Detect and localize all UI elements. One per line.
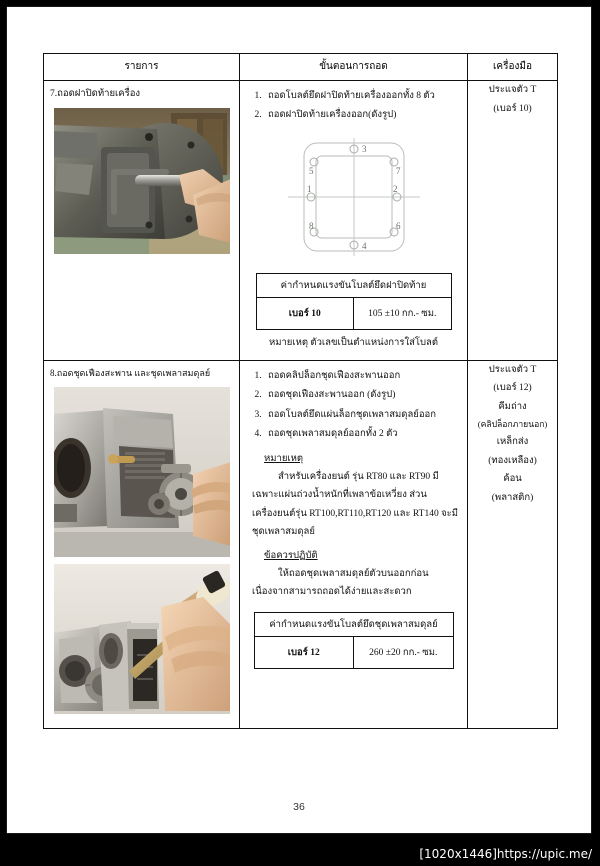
row8-note1-body: สำหรับเครื่องยนต์ รุ่น RT80 และ RT90 มีเฉพาะแผ่นถ่วงน้ำหนักที่เพลาข้อเหวี่ยง ส่วนเครื่องยนต์รุ่น RT100,RT110,RT120 และ RT140 จะมีชุดเพลาสมดุลย์ (252, 471, 459, 538)
row8-tool-6: (ทองเหลือง) (488, 455, 537, 466)
row8-photo-area (50, 386, 233, 715)
row7-steps (246, 87, 461, 126)
bolt-label-7: 7 (395, 165, 400, 176)
row7-tool-2: (เบอร์ 10) (493, 103, 532, 114)
row7-photo-area (50, 107, 233, 255)
row8-torque-value: 260 ±20 กก.- ซม. (354, 637, 454, 669)
bolt-label-8: 8 (308, 220, 313, 231)
row7-torque-value-row (256, 297, 451, 329)
header-tools: เครื่องมือ (468, 54, 558, 81)
row7-torque-table (256, 273, 452, 330)
row7-torque-value: 105 ±10 กก.- ซม. (354, 297, 452, 329)
row8-note2-body: ให้ถอดชุดเพลาสมดุลย์ตัวบนออกก่อน เนื่องจากสามารถถอดได้ง่ายและสะดวก (252, 568, 429, 598)
bolt-label-6: 6 (395, 220, 400, 231)
row8-item-cell (44, 360, 240, 729)
row8-tool-4: (คลิปล็อกภายนอก) (477, 419, 548, 430)
table-body (44, 81, 558, 729)
row8-torque-table (254, 612, 454, 669)
row7-step-2: 2. ถอดฝาปิดท้ายเครื่องออก(ดังรูป) (264, 106, 461, 125)
row8-torque-title: ค่ากำหนดแรงขันโบลต์ยึดชุดเพลาสมดุลย์ (254, 613, 453, 637)
document-body (43, 53, 557, 729)
row8-step-2: 2. ถอดชุดเฟืองสะพานออก (ดังรูป) (264, 386, 461, 405)
row7-tool-1: ประแจตัว T (488, 85, 537, 95)
bolt-label-1: 1 (306, 183, 311, 194)
row7-tools-cell (468, 81, 558, 361)
row8-torque-value-row (254, 637, 453, 669)
row7-torque-title-row (256, 273, 451, 297)
table-header (44, 54, 558, 81)
bolt-label-5: 5 (308, 165, 313, 176)
row7-item-label: 7.ถอดฝาปิดท้ายเครื่อง (50, 89, 141, 99)
row8-torque-title-row (254, 613, 453, 637)
table-row (44, 360, 558, 729)
row7-torque-note: หมายเหตุ ตัวเลขเป็นตำแหน่งการใส่โบลต์ (268, 337, 439, 348)
row8-steps (246, 367, 461, 445)
row7-item-cell (44, 81, 240, 361)
engine-rear-cover-t-wrench-photo (53, 107, 231, 255)
row8-step-1: 1. ถอดคลิปล็อกชุดเฟืองสะพานออก (264, 367, 461, 386)
row8-tool-8: (พลาสติก) (491, 492, 534, 503)
row7-diagram-area (246, 136, 461, 263)
header-item: รายการ (44, 54, 240, 81)
bolt-label-4: 4 (361, 240, 366, 251)
engine-balancer-gear-set-photo (53, 386, 231, 558)
row7-step-1: 1. ถอดโบลต์ยึดฝาปิดท้ายเครื่องออกทั้ง 8 ตัว (264, 87, 461, 106)
table-header-row (44, 54, 558, 81)
row8-torque-key: เบอร์ 12 (254, 637, 354, 669)
row8-note2-head: ข้อควรปฏิบัติ (264, 550, 318, 561)
row8-tool-2: (เบอร์ 12) (493, 383, 532, 394)
row8-tool-7: ค้อน (503, 474, 522, 485)
row8-item-label: 8.ถอดชุดเฟืองสะพาน และชุดเพลาสมดุลย์ (50, 367, 211, 378)
row8-procedure-cell (240, 360, 468, 729)
bolt-label-2: 2 (392, 183, 397, 194)
row8-note1-head: หมายเหตุ (264, 453, 304, 464)
header-procedure: ขั้นตอนการถอด (240, 54, 468, 81)
row8-step-4: 4. ถอดชุดเพลาสมดุลย์ออกทั้ง 2 ตัว (264, 425, 461, 444)
watermark-label: [1020x1446]https://upic.me/ (409, 842, 600, 866)
brass-drift-hammer-photo (53, 563, 231, 715)
row8-tool-5: เหล็กส่ง (496, 437, 529, 448)
bolt-pattern-diagram (270, 136, 438, 258)
document-page (6, 6, 592, 834)
row8-tool-1: ประแจตัว T (488, 364, 537, 375)
row8-tool-3: คีมถ่าง (498, 401, 527, 412)
procedure-table (43, 53, 558, 729)
page-number: 36 (293, 801, 305, 813)
row8-step-3: 3. ถอดโบลต์ยึดแผ่นล็อกชุดเพลาสมดุลย์ออก (264, 406, 461, 425)
bolt-label-3: 3 (361, 143, 366, 154)
row8-tools-cell (468, 360, 558, 729)
table-row (44, 81, 558, 361)
row7-procedure-cell (240, 81, 468, 361)
row7-torque-title: ค่ากำหนดแรงขันโบลต์ยึดฝาปิดท้าย (256, 273, 451, 297)
row7-torque-key: เบอร์ 10 (256, 297, 354, 329)
